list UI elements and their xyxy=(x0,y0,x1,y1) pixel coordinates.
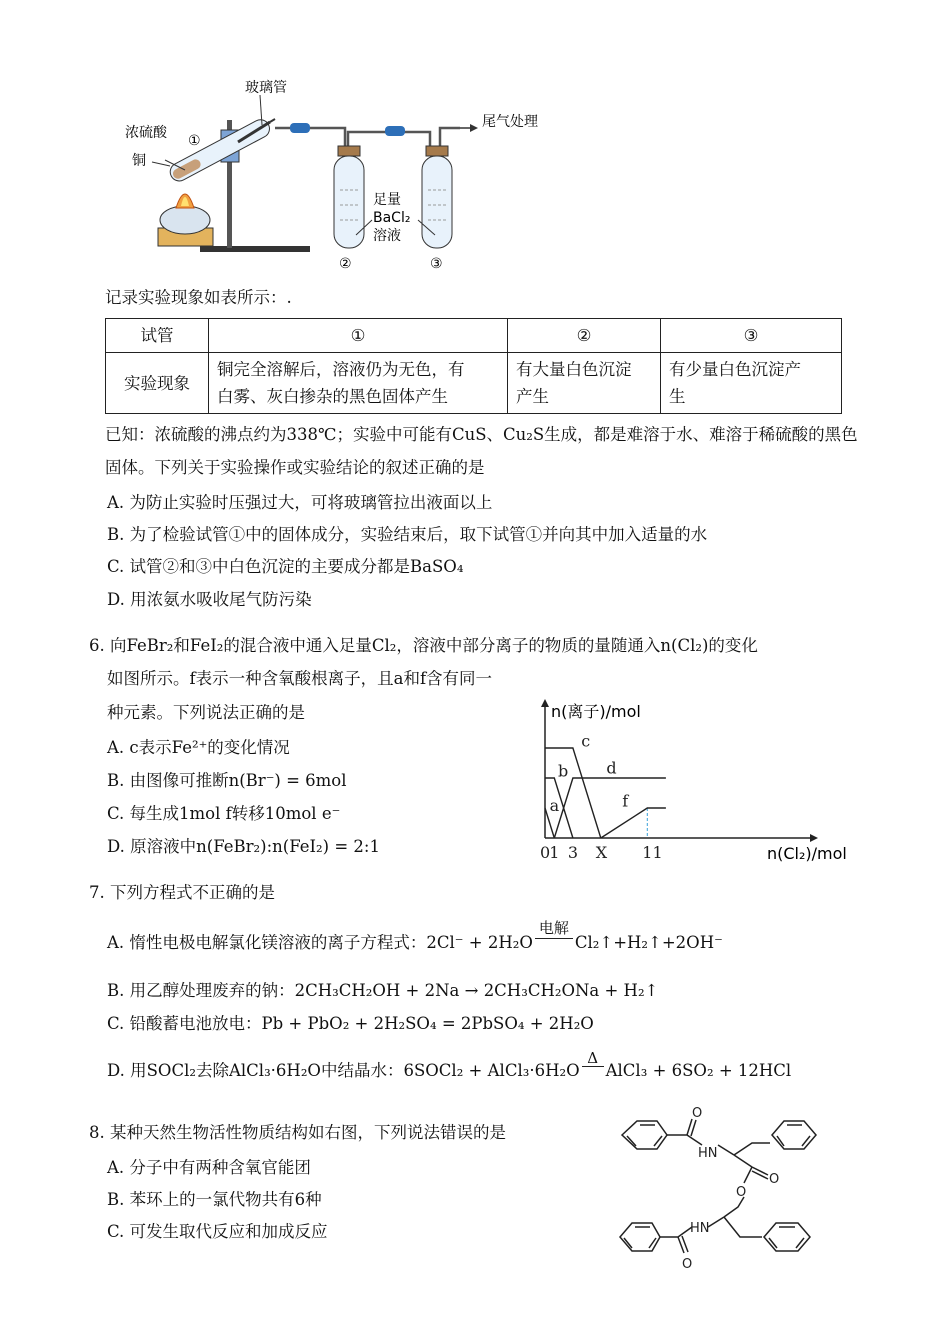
q5-known-2: 固体。下列关于实验操作或实验结论的叙述正确的是 xyxy=(105,458,485,477)
series-label-b: b xyxy=(558,761,569,781)
tube3-mark: ③ xyxy=(430,256,443,272)
q6-option-d: D. 原溶液中n(FeBr₂):n(FeI₂) = 2:1 xyxy=(107,837,380,856)
bacl2-label-3: 溶液 xyxy=(373,228,401,244)
conc-acid-label: 浓硫酸 xyxy=(125,125,167,141)
copper-label: 铜 xyxy=(132,153,146,169)
tube2-mark: ② xyxy=(339,256,352,272)
series-label-d: d xyxy=(606,758,617,778)
q7-option-c: C. 铅酸蓄电池放电：Pb + PbO₂ + 2H₂SO₄ = 2PbSO₄ + 2H₂O xyxy=(107,1014,594,1033)
q6-stem-3: 种元素。下列说法正确的是 xyxy=(107,703,305,722)
molecule-structure xyxy=(612,1105,832,1275)
table-header-3: ③ xyxy=(661,319,842,353)
structure-o-ester-right: O xyxy=(769,1172,780,1187)
y-axis-arrow xyxy=(541,699,549,707)
series-label-c: c xyxy=(581,731,591,751)
q8-option-b: B. 苯环上的一氯代物共有6种 xyxy=(107,1190,322,1209)
table-header-1: ① xyxy=(209,319,508,353)
q6-option-c: C. 每生成1mol f转移10mol e⁻ xyxy=(107,804,341,823)
q7-d-condition: Δ xyxy=(587,1049,599,1067)
q5-option-c: C. 试管②和③中白色沉淀的主要成分都是BaSO₄ xyxy=(107,557,464,576)
structure-o-ester: O xyxy=(736,1185,747,1200)
structure-hn-bottom: HN xyxy=(690,1221,710,1236)
q6-stem-1: 6. 向FeBr₂和FeI₂的混合液中通入足量Cl₂，溶液中部分离子的物质的量随通入n(Cl₂)的变化 xyxy=(89,636,758,655)
x-tick-label: X xyxy=(595,843,608,862)
series-label-a: a xyxy=(549,796,560,815)
q7-a-condition: 电解 xyxy=(538,919,569,937)
chart-ylabel: n(离子)/mol xyxy=(551,702,641,721)
observation-table xyxy=(105,318,842,414)
ion-chart xyxy=(525,695,865,870)
series-line-f xyxy=(601,808,666,838)
structure-hn-top: HN xyxy=(698,1146,718,1161)
x-tick-label: 3 xyxy=(567,843,579,862)
apparatus-diagram xyxy=(110,70,580,280)
table-cell-2: 有大量白色沉淀 产生 xyxy=(508,353,661,414)
x-axis-arrow xyxy=(810,834,818,842)
table-cell-1: 铜完全溶解后，溶液仍为无色，有 白雾、灰白掺杂的黑色固体产生 xyxy=(209,353,508,414)
glass-tube-label: 玻璃管 xyxy=(245,80,287,96)
q7-option-a: A. 惰性电极电解氯化镁溶液的离子方程式：2Cl⁻ + 2H₂O 电解 Cl₂↑+H₂↑+2OH⁻ xyxy=(107,919,723,952)
series-label-f: f xyxy=(622,791,629,811)
series-line-c xyxy=(545,748,601,838)
q5-option-a: A. 为防止实验时压强过大，可将玻璃管拉出液面以上 xyxy=(107,493,493,512)
table-header-tube: 试管 xyxy=(106,319,209,353)
chart-xlabel: n(Cl₂)/mol xyxy=(767,844,847,863)
q5-known-1: 已知：浓硫酸的沸点约为338℃；实验中可能有CuS、Cu₂S生成，都是难溶于水、难溶于稀硫酸的黑色 xyxy=(105,425,858,444)
tube1-mark: ① xyxy=(188,133,201,149)
record-intro: 记录实验现象如表所示：. xyxy=(105,288,292,307)
q8-stem: 8. 某种天然生物活性物质结构如右图，下列说法错误的是 xyxy=(89,1123,506,1142)
tail-gas-label: 尾气处理 xyxy=(482,114,538,130)
x-tick-label: 1 xyxy=(549,843,560,862)
table-header-2: ② xyxy=(508,319,661,353)
q6-option-b: B. 由图像可推断n(Br⁻) = 6mol xyxy=(107,771,347,790)
bacl2-label-1: 足量 xyxy=(373,192,401,208)
q5-option-b: B. 为了检验试管①中的固体成分，实验结束后，取下试管①并向其中加入适量的水 xyxy=(107,525,708,544)
x-tick-label: 11 xyxy=(642,843,663,862)
bacl2-label-2: BaCl₂ xyxy=(373,210,411,226)
q6-stem-2: 如图所示。f表示一种含氧酸根离子，且a和f含有同一 xyxy=(107,669,493,688)
x-tick-label: 0 xyxy=(540,843,551,862)
structure-o-top: O xyxy=(692,1106,703,1121)
table-row-label: 实验现象 xyxy=(106,353,209,414)
q7-option-b: B. 用乙醇处理废弃的钠：2CH₃CH₂OH + 2Na → 2CH₃CH₂ONa + H₂↑ xyxy=(107,981,659,1000)
q5-option-d: D. 用浓氨水吸收尾气防污染 xyxy=(107,590,312,609)
q8-option-a: A. 分子中有两种含氧官能团 xyxy=(107,1158,311,1177)
structure-o-bottom: O xyxy=(682,1257,693,1272)
table-cell-3: 有少量白色沉淀产 生 xyxy=(661,353,842,414)
q8-option-c: C. 可发生取代反应和加成反应 xyxy=(107,1222,328,1241)
q6-option-a: A. c表示Fe²⁺的变化情况 xyxy=(107,738,290,757)
q7-option-d: D. 用SOCl₂去除AlCl₃·6H₂O中结晶水：6SOCl₂ + AlCl₃·6H₂O Δ AlCl₃ + 6SO₂ + 12HCl xyxy=(107,1049,792,1080)
q7-stem: 7. 下列方程式不正确的是 xyxy=(89,883,275,902)
